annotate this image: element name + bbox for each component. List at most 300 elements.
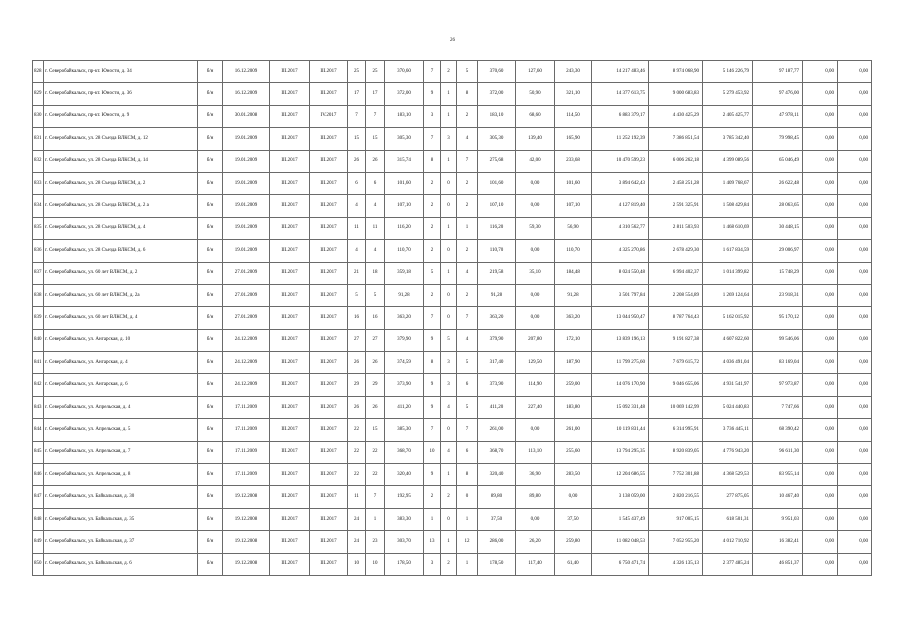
table-row	[33, 217, 872, 239]
date-cell: 30.01.2008	[223, 105, 270, 127]
start-period-cell: III.2017	[270, 105, 310, 127]
cost-federal-cell: 6 006 262,18	[649, 150, 703, 172]
area-municipal-cell: 321,10	[555, 83, 592, 105]
area-total-cell: 107,10	[385, 195, 424, 217]
cost-regional-cell: 4 036 491,04	[703, 352, 753, 374]
area-relocated-cell: 178,50	[478, 553, 516, 575]
area-relocated-cell: 368,70	[478, 441, 516, 463]
cost-other-cell: 0,00	[838, 284, 872, 306]
units-owned-cell: 0	[441, 195, 457, 217]
doc-number-cell: б/н	[198, 83, 223, 105]
cost-local-cell: 96 611,30	[753, 441, 803, 463]
cost-extra-cell: 0,00	[803, 486, 838, 508]
row-index: 836	[33, 240, 44, 262]
table-row	[33, 262, 872, 284]
area-owned-cell: 117,40	[516, 553, 555, 575]
address-cell: г. Северобайкальск, ул. Апрельская, д. 5	[44, 419, 198, 441]
residents-relocated-cell: 17	[366, 83, 385, 105]
area-relocated-cell: 91,28	[478, 284, 516, 306]
units-municipal-cell: 5	[457, 61, 478, 83]
area-total-cell: 368,70	[385, 441, 424, 463]
end-period-cell: III.2017	[310, 441, 348, 463]
units-municipal-cell: 2	[457, 284, 478, 306]
row-index: 833	[33, 172, 44, 194]
date-cell: 19.01.2009	[223, 172, 270, 194]
page-number: 26	[450, 38, 455, 43]
area-owned-cell: 36,90	[516, 464, 555, 486]
address-cell: г. Северобайкальск, ул. 28 Съезда ВЛКСМ, д. 14	[44, 150, 198, 172]
cost-regional-cell: 3 785 342,40	[703, 128, 753, 150]
cost-extra-cell: 0,00	[803, 217, 838, 239]
start-period-cell: III.2017	[270, 329, 310, 351]
area-municipal-cell: 110,70	[555, 240, 592, 262]
area-owned-cell: 0,00	[516, 307, 555, 329]
units-total-cell: 5	[424, 262, 441, 284]
cost-extra-cell: 0,00	[803, 508, 838, 530]
cost-regional-cell: 5 146 226,79	[703, 61, 753, 83]
row-index: 834	[33, 195, 44, 217]
doc-number-cell: б/н	[198, 61, 223, 83]
units-total-cell: 2	[424, 195, 441, 217]
cost-total-cell: 14 076 170,90	[592, 374, 649, 396]
address-cell: г. Северобайкальск, ул. Ангарская, д. 4	[44, 352, 198, 374]
area-owned-cell: 50,90	[516, 83, 555, 105]
units-total-cell: 7	[424, 128, 441, 150]
area-relocated-cell: 317,40	[478, 352, 516, 374]
start-period-cell: III.2017	[270, 553, 310, 575]
end-period-cell: III.2017	[310, 508, 348, 530]
units-municipal-cell: 4	[457, 262, 478, 284]
date-cell: 19.01.2009	[223, 150, 270, 172]
doc-number-cell: б/н	[198, 262, 223, 284]
residents-relocated-cell: 18	[366, 262, 385, 284]
units-municipal-cell: 4	[457, 329, 478, 351]
table-row	[33, 374, 872, 396]
area-owned-cell: 139,40	[516, 128, 555, 150]
cost-regional-cell: 2 377 485,24	[703, 553, 753, 575]
cost-federal-cell: 4 430 425,29	[649, 105, 703, 127]
units-owned-cell: 3	[441, 128, 457, 150]
units-total-cell: 9	[424, 374, 441, 396]
units-owned-cell: 0	[441, 172, 457, 194]
area-municipal-cell: 56,90	[555, 217, 592, 239]
table-row	[33, 307, 872, 329]
residents-total-cell: 6	[348, 172, 366, 194]
cost-federal-cell: 7 752 301,88	[649, 464, 703, 486]
cost-other-cell: 0,00	[838, 531, 872, 553]
cost-federal-cell: 7 386 851,54	[649, 128, 703, 150]
residents-total-cell: 22	[348, 464, 366, 486]
table-row	[33, 240, 872, 262]
area-total-cell: 116,20	[385, 217, 424, 239]
table-row	[33, 486, 872, 508]
residents-total-cell: 5	[348, 284, 366, 306]
area-relocated-cell: 219,58	[478, 262, 516, 284]
table-row	[33, 105, 872, 127]
start-period-cell: III.2017	[270, 61, 310, 83]
cost-regional-cell: 1 409 768,67	[703, 172, 753, 194]
area-municipal-cell: 233,68	[555, 150, 592, 172]
date-cell: 19.12.2008	[223, 486, 270, 508]
table-row	[33, 531, 872, 553]
cost-total-cell: 3 501 797,84	[592, 284, 649, 306]
residents-relocated-cell: 7	[366, 105, 385, 127]
start-period-cell: III.2017	[270, 284, 310, 306]
area-total-cell: 359,18	[385, 262, 424, 284]
cost-extra-cell: 0,00	[803, 240, 838, 262]
table-row	[33, 352, 872, 374]
area-owned-cell: 227,40	[516, 396, 555, 418]
area-owned-cell: 129,50	[516, 352, 555, 374]
residents-total-cell: 7	[348, 105, 366, 127]
cost-extra-cell: 0,00	[803, 172, 838, 194]
area-relocated-cell: 110,70	[478, 240, 516, 262]
end-period-cell: III.2017	[310, 61, 348, 83]
row-index: 846	[33, 464, 44, 486]
address-cell: г. Северобайкальск, ул. Апрельская, д. 7	[44, 441, 198, 463]
area-owned-cell: 42,00	[516, 150, 555, 172]
doc-number-cell: б/н	[198, 105, 223, 127]
cost-federal-cell: 2 208 554,89	[649, 284, 703, 306]
residents-relocated-cell: 26	[366, 352, 385, 374]
address-cell: г. Северобайкальск, ул. Ангарская, д. 10	[44, 329, 198, 351]
cost-local-cell: 95 170,12	[753, 307, 803, 329]
cost-other-cell: 0,00	[838, 262, 872, 284]
table-row	[33, 396, 872, 418]
cost-other-cell: 0,00	[838, 150, 872, 172]
units-municipal-cell: 1	[457, 217, 478, 239]
date-cell: 19.01.2009	[223, 195, 270, 217]
residents-total-cell: 29	[348, 374, 366, 396]
row-index: 842	[33, 374, 44, 396]
residents-relocated-cell: 11	[366, 217, 385, 239]
doc-number-cell: б/н	[198, 128, 223, 150]
table-row	[33, 83, 872, 105]
end-period-cell: III.2017	[310, 284, 348, 306]
area-total-cell: 373,90	[385, 374, 424, 396]
end-period-cell: III.2017	[310, 262, 348, 284]
date-cell: 19.01.2009	[223, 240, 270, 262]
area-municipal-cell: 172,10	[555, 329, 592, 351]
residents-relocated-cell: 23	[366, 531, 385, 553]
area-relocated-cell: 363,20	[478, 307, 516, 329]
date-cell: 16.12.2009	[223, 83, 270, 105]
address-cell: г. Северобайкальск, ул. 60 лет ВЛКСМ, д. 2а	[44, 284, 198, 306]
residents-relocated-cell: 25	[366, 61, 385, 83]
residents-relocated-cell: 7	[366, 486, 385, 508]
cost-extra-cell: 0,00	[803, 464, 838, 486]
units-total-cell: 3	[424, 553, 441, 575]
area-relocated-cell: 101,60	[478, 172, 516, 194]
start-period-cell: III.2017	[270, 262, 310, 284]
area-relocated-cell: 370,60	[478, 61, 516, 83]
start-period-cell: III.2017	[270, 307, 310, 329]
units-owned-cell: 1	[441, 531, 457, 553]
start-period-cell: III.2017	[270, 172, 310, 194]
housing-register-table	[32, 60, 872, 576]
area-owned-cell: 89,80	[516, 486, 555, 508]
table-row	[33, 284, 872, 306]
cost-federal-cell: 8 974 068,90	[649, 61, 703, 83]
row-index: 850	[33, 553, 44, 575]
cost-federal-cell: 2 820 216,55	[649, 486, 703, 508]
units-municipal-cell: 6	[457, 374, 478, 396]
cost-local-cell: 15 748,29	[753, 262, 803, 284]
cost-local-cell: 47 978,11	[753, 105, 803, 127]
cost-extra-cell: 0,00	[803, 531, 838, 553]
area-relocated-cell: 275,68	[478, 150, 516, 172]
units-total-cell: 9	[424, 396, 441, 418]
end-period-cell: III.2017	[310, 329, 348, 351]
date-cell: 24.12.2009	[223, 374, 270, 396]
cost-other-cell: 0,00	[838, 396, 872, 418]
table-row	[33, 150, 872, 172]
units-total-cell: 9	[424, 83, 441, 105]
cost-federal-cell: 917 005,15	[649, 508, 703, 530]
cost-total-cell: 6 883 379,17	[592, 105, 649, 127]
residents-total-cell: 4	[348, 195, 366, 217]
cost-other-cell: 0,00	[838, 195, 872, 217]
row-index: 839	[33, 307, 44, 329]
cost-extra-cell: 0,00	[803, 284, 838, 306]
area-total-cell: 192,95	[385, 486, 424, 508]
cost-total-cell: 14 377 613,75	[592, 83, 649, 105]
area-municipal-cell: 243,30	[555, 61, 592, 83]
units-total-cell: 8	[424, 352, 441, 374]
cost-local-cell: 26 622,48	[753, 172, 803, 194]
units-owned-cell: 0	[441, 240, 457, 262]
residents-relocated-cell: 10	[366, 553, 385, 575]
area-relocated-cell: 286,00	[478, 531, 516, 553]
residents-total-cell: 10	[348, 553, 366, 575]
area-municipal-cell: 187,90	[555, 352, 592, 374]
cost-total-cell: 4 127 819,40	[592, 195, 649, 217]
units-owned-cell: 0	[441, 419, 457, 441]
end-period-cell: III.2017	[310, 217, 348, 239]
residents-total-cell: 11	[348, 486, 366, 508]
area-municipal-cell: 183,80	[555, 396, 592, 418]
area-owned-cell: 59,30	[516, 217, 555, 239]
residents-relocated-cell: 16	[366, 307, 385, 329]
date-cell: 19.01.2009	[223, 217, 270, 239]
area-total-cell: 305,30	[385, 128, 424, 150]
units-owned-cell: 2	[441, 553, 457, 575]
doc-number-cell: б/н	[198, 419, 223, 441]
cost-other-cell: 0,00	[838, 217, 872, 239]
residents-total-cell: 26	[348, 396, 366, 418]
address-cell: г. Северобайкальск, ул. 28 Съезда ВЛКСМ, д. 2	[44, 172, 198, 194]
units-municipal-cell: 8	[457, 464, 478, 486]
units-municipal-cell: 2	[457, 195, 478, 217]
cost-other-cell: 0,00	[838, 441, 872, 463]
end-period-cell: III.2017	[310, 172, 348, 194]
address-cell: г. Северобайкальск, пр-кт. Юности, д. 36	[44, 83, 198, 105]
end-period-cell: III.2017	[310, 464, 348, 486]
cost-federal-cell: 2 458 251,28	[649, 172, 703, 194]
table-row	[33, 553, 872, 575]
address-cell: г. Северобайкальск, пр-кт. Юности, д. 34	[44, 61, 198, 83]
area-owned-cell: 113,10	[516, 441, 555, 463]
units-municipal-cell: 5	[457, 352, 478, 374]
table-row	[33, 329, 872, 351]
cost-extra-cell: 0,00	[803, 329, 838, 351]
table-row	[33, 61, 872, 83]
start-period-cell: III.2017	[270, 486, 310, 508]
residents-total-cell: 24	[348, 508, 366, 530]
cost-local-cell: 9 951,03	[753, 508, 803, 530]
residents-relocated-cell: 4	[366, 195, 385, 217]
cost-regional-cell: 4 368 529,53	[703, 464, 753, 486]
area-total-cell: 374,59	[385, 352, 424, 374]
start-period-cell: III.2017	[270, 531, 310, 553]
residents-relocated-cell: 5	[366, 284, 385, 306]
address-cell: г. Северобайкальск, ул. 28 Съезда ВЛКСМ, д. 12	[44, 128, 198, 150]
area-relocated-cell: 305,30	[478, 128, 516, 150]
area-relocated-cell: 320,40	[478, 464, 516, 486]
cost-federal-cell: 8 920 839,05	[649, 441, 703, 463]
cost-regional-cell: 618 501,31	[703, 508, 753, 530]
start-period-cell: III.2017	[270, 508, 310, 530]
area-municipal-cell: 101,60	[555, 172, 592, 194]
cost-regional-cell: 277 875,05	[703, 486, 753, 508]
area-owned-cell: 26,20	[516, 531, 555, 553]
units-municipal-cell: 7	[457, 419, 478, 441]
date-cell: 24.12.2009	[223, 352, 270, 374]
area-municipal-cell: 114,50	[555, 105, 592, 127]
row-index: 840	[33, 329, 44, 351]
units-owned-cell: 0	[441, 307, 457, 329]
units-owned-cell: 3	[441, 352, 457, 374]
units-owned-cell: 2	[441, 61, 457, 83]
start-period-cell: III.2017	[270, 195, 310, 217]
cost-other-cell: 0,00	[838, 329, 872, 351]
doc-number-cell: б/н	[198, 150, 223, 172]
units-municipal-cell: 2	[457, 105, 478, 127]
start-period-cell: III.2017	[270, 396, 310, 418]
cost-federal-cell: 2 678 429,30	[649, 240, 703, 262]
doc-number-cell: б/н	[198, 284, 223, 306]
area-total-cell: 183,10	[385, 105, 424, 127]
table-row	[33, 128, 872, 150]
area-municipal-cell: 165,90	[555, 128, 592, 150]
doc-number-cell: б/н	[198, 307, 223, 329]
area-municipal-cell: 283,50	[555, 464, 592, 486]
cost-local-cell: 28 063,65	[753, 195, 803, 217]
row-index: 847	[33, 486, 44, 508]
end-period-cell: III.2017	[310, 240, 348, 262]
date-cell: 19.12.2008	[223, 531, 270, 553]
date-cell: 27.01.2009	[223, 284, 270, 306]
row-index: 848	[33, 508, 44, 530]
doc-number-cell: б/н	[198, 553, 223, 575]
row-index: 832	[33, 150, 44, 172]
residents-relocated-cell: 26	[366, 396, 385, 418]
residents-total-cell: 15	[348, 128, 366, 150]
area-total-cell: 411,20	[385, 396, 424, 418]
address-cell: г. Северобайкальск, ул. Байкальская, д. 30	[44, 486, 198, 508]
area-municipal-cell: 61,40	[555, 553, 592, 575]
cost-other-cell: 0,00	[838, 419, 872, 441]
end-period-cell: III.2017	[310, 195, 348, 217]
row-index: 837	[33, 262, 44, 284]
units-total-cell: 3	[424, 105, 441, 127]
cost-total-cell: 4 310 562,77	[592, 217, 649, 239]
cost-regional-cell: 4 012 710,92	[703, 531, 753, 553]
units-total-cell: 2	[424, 240, 441, 262]
cost-local-cell: 29 006,97	[753, 240, 803, 262]
units-municipal-cell: 7	[457, 307, 478, 329]
units-total-cell: 2	[424, 486, 441, 508]
date-cell: 17.11.2009	[223, 464, 270, 486]
date-cell: 19.01.2009	[223, 128, 270, 150]
area-relocated-cell: 379,90	[478, 329, 516, 351]
cost-regional-cell: 1 269 124,64	[703, 284, 753, 306]
area-owned-cell: 0,00	[516, 508, 555, 530]
residents-total-cell: 22	[348, 441, 366, 463]
cost-total-cell: 4 325 270,86	[592, 240, 649, 262]
row-index: 841	[33, 352, 44, 374]
cost-other-cell: 0,00	[838, 128, 872, 150]
cost-total-cell: 10 470 599,23	[592, 150, 649, 172]
units-municipal-cell: 5	[457, 396, 478, 418]
area-relocated-cell: 261,00	[478, 419, 516, 441]
cost-other-cell: 0,00	[838, 374, 872, 396]
units-total-cell: 7	[424, 419, 441, 441]
residents-relocated-cell: 6	[366, 172, 385, 194]
end-period-cell: III.2017	[310, 553, 348, 575]
cost-total-cell: 1 545 437,49	[592, 508, 649, 530]
end-period-cell: III.2017	[310, 419, 348, 441]
units-owned-cell: 1	[441, 83, 457, 105]
cost-regional-cell: 3 736 445,11	[703, 419, 753, 441]
row-index: 828	[33, 61, 44, 83]
units-total-cell: 1	[424, 508, 441, 530]
cost-local-cell: 97 187,77	[753, 61, 803, 83]
date-cell: 19.12.2008	[223, 553, 270, 575]
doc-number-cell: б/н	[198, 464, 223, 486]
units-total-cell: 2	[424, 217, 441, 239]
residents-total-cell: 27	[348, 329, 366, 351]
cost-regional-cell: 1 014 399,82	[703, 262, 753, 284]
cost-total-cell: 11 252 192,39	[592, 128, 649, 150]
area-total-cell: 110,70	[385, 240, 424, 262]
cost-local-cell: 16 382,41	[753, 531, 803, 553]
units-owned-cell: 4	[441, 441, 457, 463]
doc-number-cell: б/н	[198, 374, 223, 396]
table-row	[33, 195, 872, 217]
cost-extra-cell: 0,00	[803, 150, 838, 172]
cost-other-cell: 0,00	[838, 240, 872, 262]
residents-relocated-cell: 22	[366, 464, 385, 486]
cost-other-cell: 0,00	[838, 352, 872, 374]
doc-number-cell: б/н	[198, 486, 223, 508]
address-cell: г. Северобайкальск, ул. 60 лет ВЛКСМ, д. 4	[44, 307, 198, 329]
doc-number-cell: б/н	[198, 352, 223, 374]
area-owned-cell: 0,00	[516, 240, 555, 262]
table-row	[33, 508, 872, 530]
cost-local-cell: 79 998,45	[753, 128, 803, 150]
date-cell: 17.11.2009	[223, 441, 270, 463]
cost-regional-cell: 1 617 834,59	[703, 240, 753, 262]
area-municipal-cell: 0,00	[555, 486, 592, 508]
units-owned-cell: 1	[441, 262, 457, 284]
address-cell: г. Северобайкальск, ул. Ангарская, д. 6	[44, 374, 198, 396]
area-relocated-cell: 373,90	[478, 374, 516, 396]
date-cell: 17.11.2009	[223, 419, 270, 441]
area-total-cell: 383,30	[385, 508, 424, 530]
residents-total-cell: 24	[348, 531, 366, 553]
area-relocated-cell: 107,10	[478, 195, 516, 217]
